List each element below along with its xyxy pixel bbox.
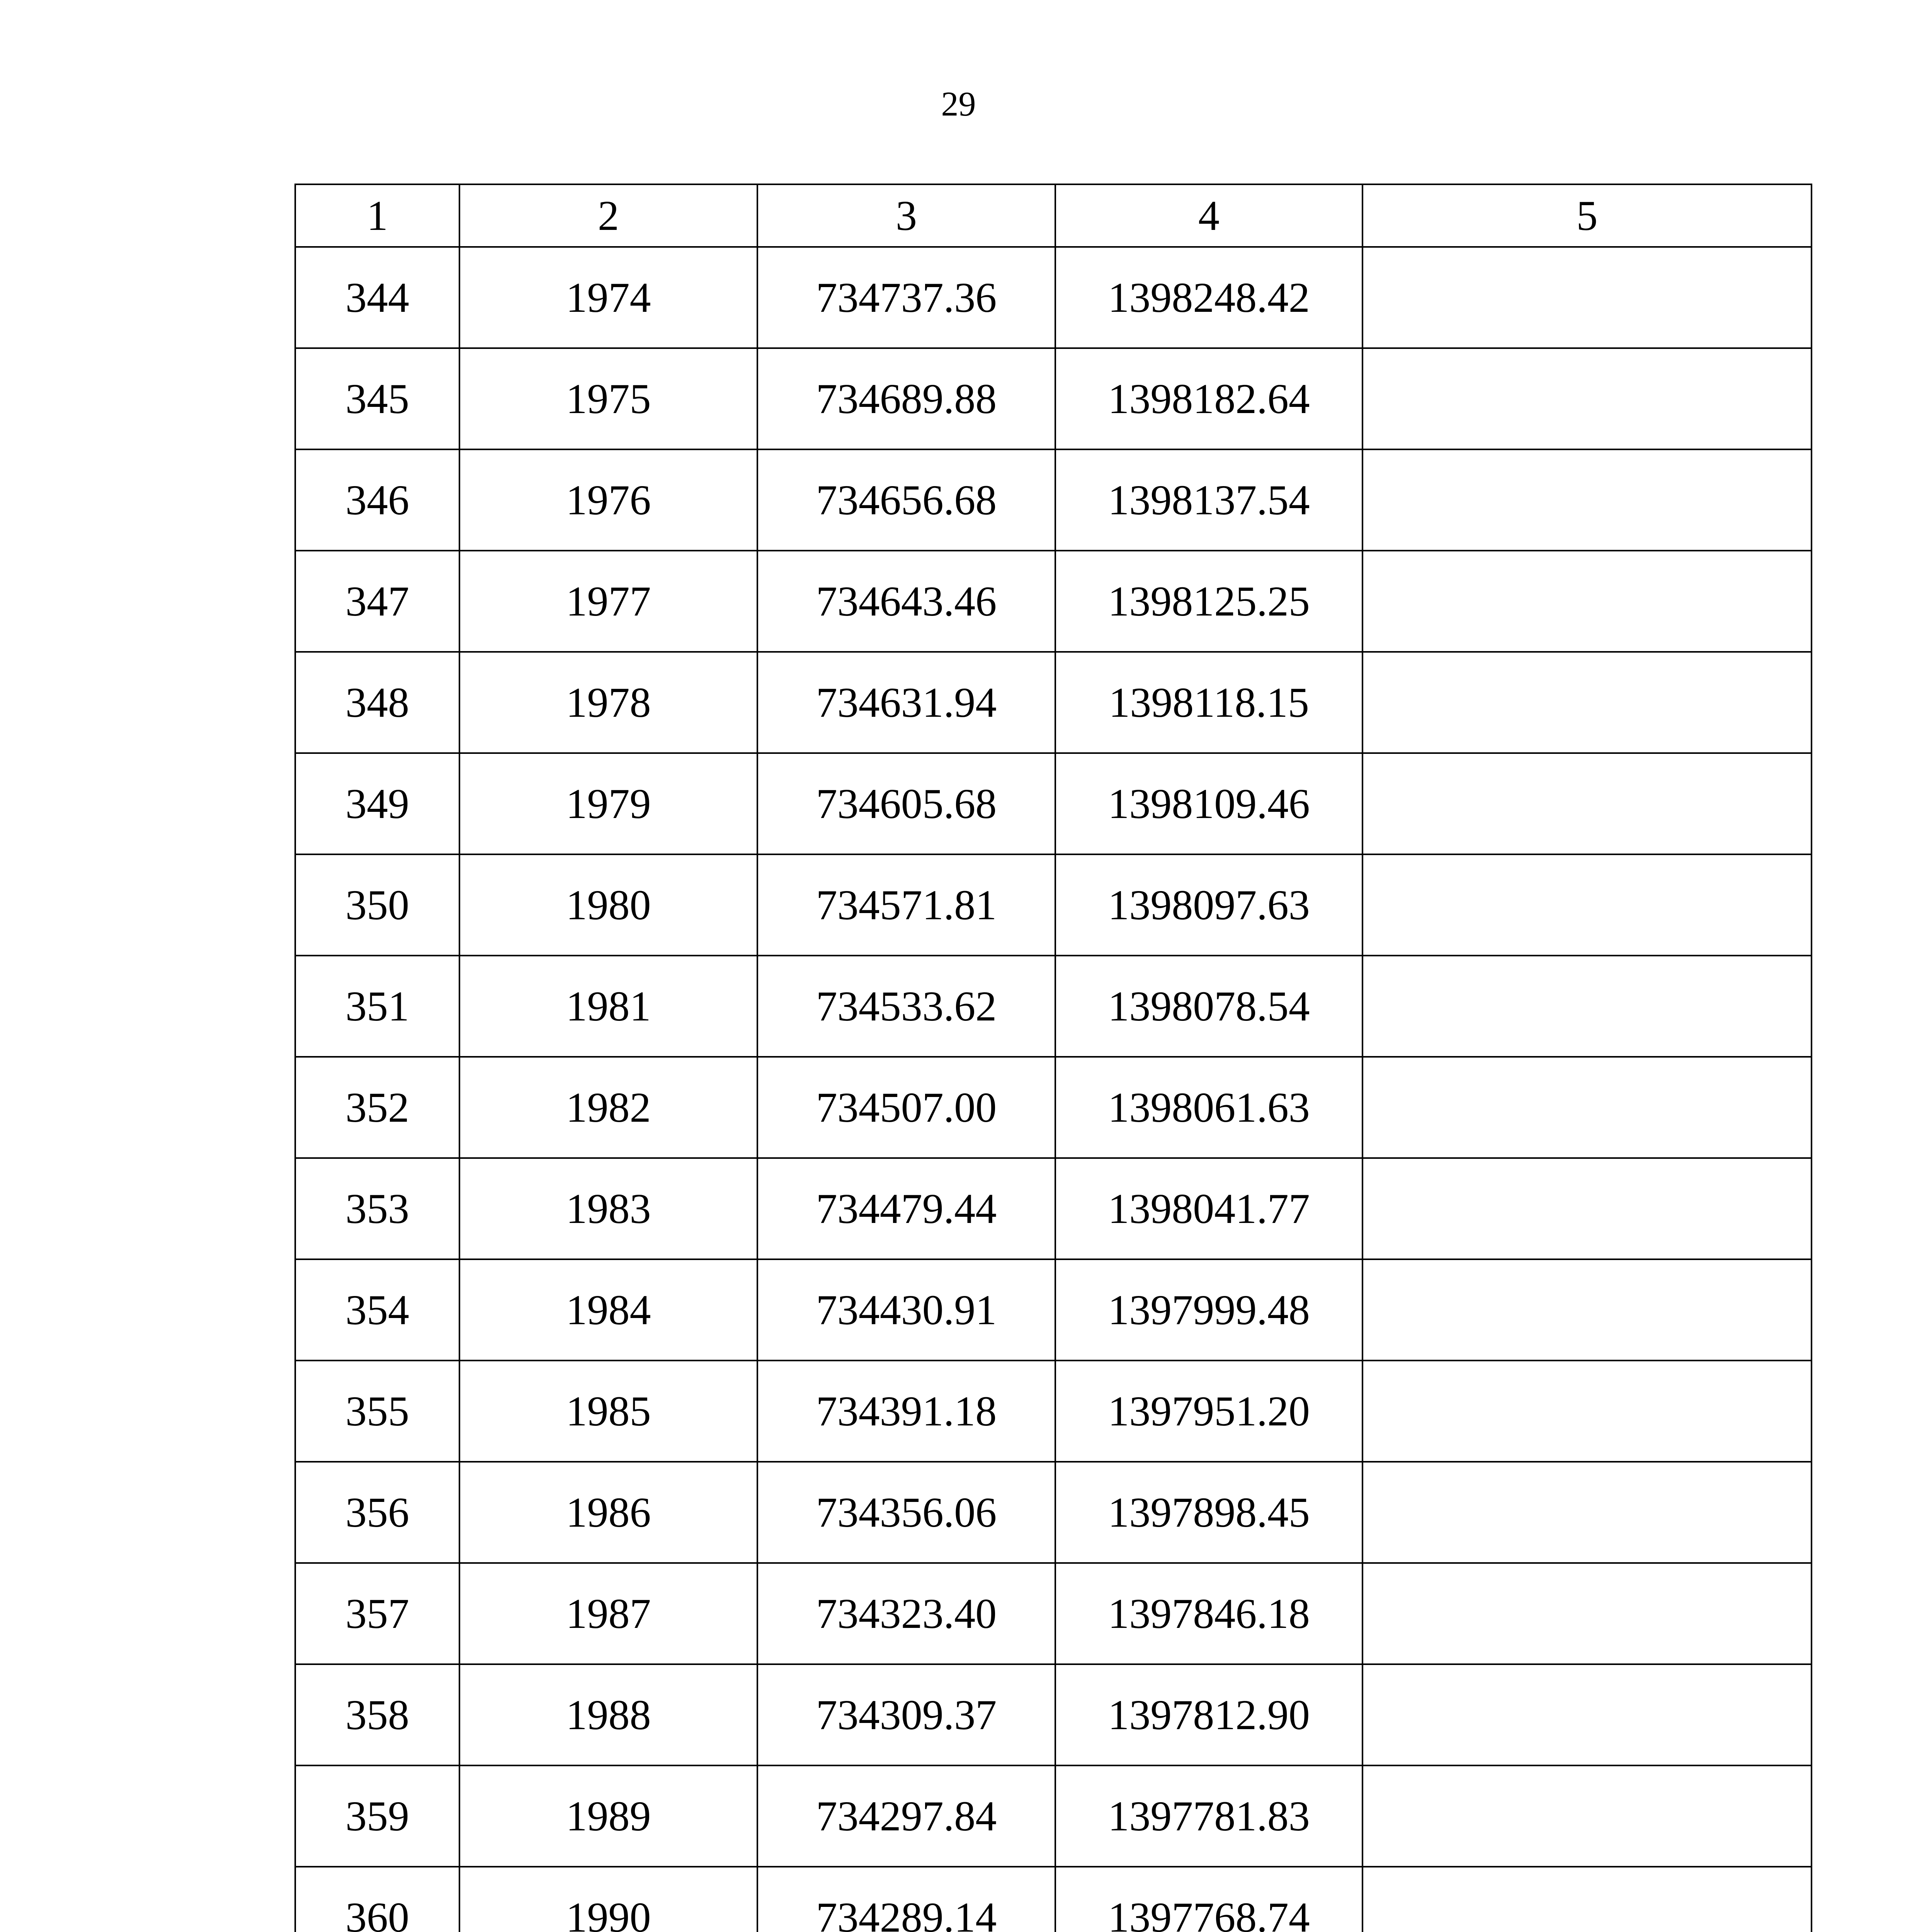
table-cell — [1362, 551, 1812, 652]
table-cell: 1976 — [459, 449, 757, 551]
table-cell: 1987 — [459, 1563, 757, 1664]
table-cell: 1397846.18 — [1055, 1563, 1362, 1664]
table-cell — [1362, 1361, 1812, 1462]
table-cell — [1362, 753, 1812, 854]
table-cell: 1984 — [459, 1259, 757, 1361]
table-cell: 344 — [295, 247, 459, 348]
table-cell: 734631.94 — [757, 652, 1055, 753]
table-row — [295, 1057, 1812, 1158]
table-cell: 1989 — [459, 1765, 757, 1867]
table-cell: 1980 — [459, 854, 757, 956]
table-cell: 1977 — [459, 551, 757, 652]
table-cell: 1974 — [459, 247, 757, 348]
table-row — [295, 1158, 1812, 1259]
table-cell: 1398097.63 — [1055, 854, 1362, 956]
table-row — [295, 449, 1812, 551]
table-cell: 734737.36 — [757, 247, 1055, 348]
column-header: 3 — [757, 184, 1055, 247]
table-cell: 734643.46 — [757, 551, 1055, 652]
table-cell: 357 — [295, 1563, 459, 1664]
table-cell: 1985 — [459, 1361, 757, 1462]
table-row — [295, 1259, 1812, 1361]
table-cell — [1362, 247, 1812, 348]
page-number: 29 — [941, 85, 976, 123]
table-row — [295, 1361, 1812, 1462]
table-cell: 1398137.54 — [1055, 449, 1362, 551]
table-cell — [1362, 1563, 1812, 1664]
table-cell: 734391.18 — [757, 1361, 1055, 1462]
table-cell: 351 — [295, 956, 459, 1057]
table-cell — [1362, 449, 1812, 551]
table-cell: 1983 — [459, 1158, 757, 1259]
table-cell: 734323.40 — [757, 1563, 1055, 1664]
table-cell — [1362, 854, 1812, 956]
table-row — [295, 1765, 1812, 1867]
table-cell — [1362, 348, 1812, 449]
table-cell — [1362, 1664, 1812, 1765]
table-cell: 734430.91 — [757, 1259, 1055, 1361]
table-cell: 356 — [295, 1462, 459, 1563]
table-row — [295, 247, 1812, 348]
table-cell: 1398125.25 — [1055, 551, 1362, 652]
table-cell: 352 — [295, 1057, 459, 1158]
table-row — [295, 652, 1812, 753]
table-row — [295, 551, 1812, 652]
table-cell: 734689.88 — [757, 348, 1055, 449]
table-cell: 1398248.42 — [1055, 247, 1362, 348]
table-cell: 1398118.15 — [1055, 652, 1362, 753]
table-cell: 353 — [295, 1158, 459, 1259]
column-header: 5 — [1362, 184, 1812, 247]
table-cell: 1397781.83 — [1055, 1765, 1362, 1867]
table-cell: 1397999.48 — [1055, 1259, 1362, 1361]
table-cell: 348 — [295, 652, 459, 753]
table-cell: 1979 — [459, 753, 757, 854]
table-cell: 349 — [295, 753, 459, 854]
table-cell — [1362, 1462, 1812, 1563]
table-cell: 346 — [295, 449, 459, 551]
table-cell: 354 — [295, 1259, 459, 1361]
table-row — [295, 753, 1812, 854]
table-cell: 347 — [295, 551, 459, 652]
table-cell: 1990 — [459, 1867, 757, 1932]
table-cell: 1978 — [459, 652, 757, 753]
table-cell: 734656.68 — [757, 449, 1055, 551]
coordinates-table — [294, 184, 1812, 1932]
table-row — [295, 1462, 1812, 1563]
table-cell: 734297.84 — [757, 1765, 1055, 1867]
table-cell: 1398078.54 — [1055, 956, 1362, 1057]
table-cell: 1398109.46 — [1055, 753, 1362, 854]
table-row — [295, 854, 1812, 956]
table-cell: 355 — [295, 1361, 459, 1462]
table-cell — [1362, 1057, 1812, 1158]
table-cell: 734289.14 — [757, 1867, 1055, 1932]
table-cell — [1362, 652, 1812, 753]
table-row — [295, 348, 1812, 449]
column-header: 2 — [459, 184, 757, 247]
table-cell: 1397812.90 — [1055, 1664, 1362, 1765]
table-cell: 359 — [295, 1765, 459, 1867]
table-row — [295, 1664, 1812, 1765]
table-cell: 1981 — [459, 956, 757, 1057]
table-cell: 1398041.77 — [1055, 1158, 1362, 1259]
column-header: 1 — [295, 184, 459, 247]
table-cell — [1362, 1259, 1812, 1361]
table-cell — [1362, 956, 1812, 1057]
table-cell: 1986 — [459, 1462, 757, 1563]
table-cell: 1982 — [459, 1057, 757, 1158]
table-cell: 734507.00 — [757, 1057, 1055, 1158]
table-header — [295, 184, 1812, 247]
table-cell — [1362, 1867, 1812, 1932]
table-cell: 1988 — [459, 1664, 757, 1765]
table-cell: 1397768.74 — [1055, 1867, 1362, 1932]
table-cell: 358 — [295, 1664, 459, 1765]
table-row — [295, 1867, 1812, 1932]
table-cell: 734356.06 — [757, 1462, 1055, 1563]
table-cell: 1397898.45 — [1055, 1462, 1362, 1563]
table-cell: 1398061.63 — [1055, 1057, 1362, 1158]
table-cell: 734605.68 — [757, 753, 1055, 854]
table-cell: 734571.81 — [757, 854, 1055, 956]
table-cell: 350 — [295, 854, 459, 956]
table-row — [295, 956, 1812, 1057]
table-cell — [1362, 1158, 1812, 1259]
table-cell: 360 — [295, 1867, 459, 1932]
header-row — [295, 184, 1812, 247]
table-body — [295, 247, 1812, 1932]
table-cell: 1397951.20 — [1055, 1361, 1362, 1462]
table-cell: 1975 — [459, 348, 757, 449]
table-cell: 734309.37 — [757, 1664, 1055, 1765]
column-header: 4 — [1055, 184, 1362, 247]
table-cell: 345 — [295, 348, 459, 449]
table-cell: 734479.44 — [757, 1158, 1055, 1259]
table-cell: 734533.62 — [757, 956, 1055, 1057]
table-cell: 1398182.64 — [1055, 348, 1362, 449]
table-cell — [1362, 1765, 1812, 1867]
table-row — [295, 1563, 1812, 1664]
